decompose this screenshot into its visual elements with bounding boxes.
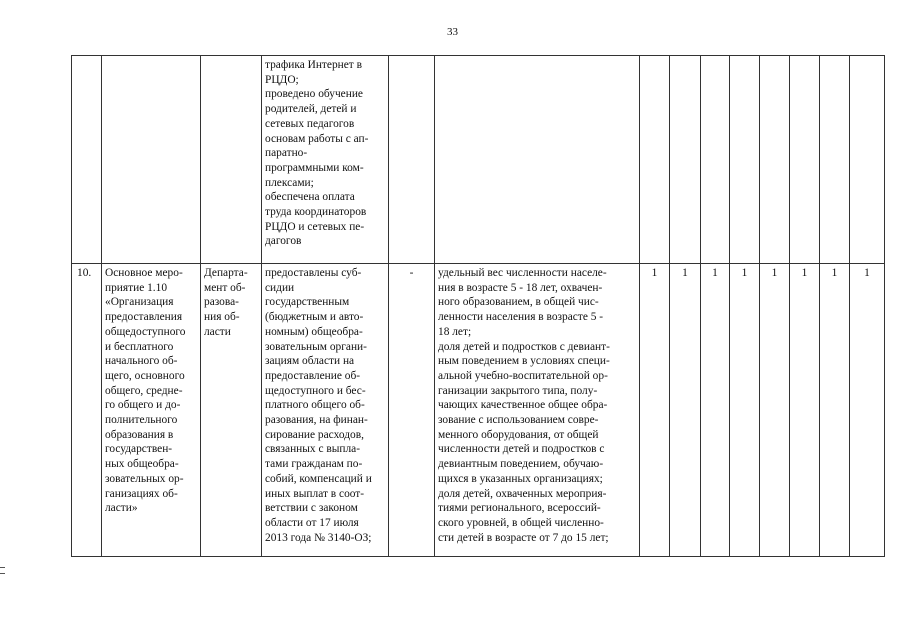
text-line: РЦДО и сетевых пе- xyxy=(265,220,365,233)
document-table xyxy=(71,55,885,557)
text-line: ласти» xyxy=(105,502,138,515)
table-row-10 xyxy=(72,264,885,557)
text-line: зовательных ор- xyxy=(105,472,184,485)
text-line: сирование расходов, xyxy=(265,428,364,441)
margin-mark xyxy=(0,567,5,574)
text-line: полнительного xyxy=(105,414,178,427)
text-line: тиями регионального, всероссий- xyxy=(438,502,601,515)
text-line: основам работы с ап- xyxy=(265,132,369,145)
text-line: альной учебно-воспитательной ор- xyxy=(438,369,608,382)
cell-value xyxy=(640,56,670,264)
cell-num xyxy=(72,56,102,264)
text-line: удельный вес численности населе- xyxy=(438,267,607,279)
text-line: номным) общеобра- xyxy=(265,325,363,338)
text-line: разования, на финан- xyxy=(265,414,368,427)
text-line: программными ком- xyxy=(265,161,364,174)
text-line: доля детей, охваченных мероприя- xyxy=(438,487,607,500)
text-line: мент об- xyxy=(204,281,246,294)
text-line: ния в возрасте 5 - 18 лет, охвачен- xyxy=(438,281,603,294)
text-line: доля детей и подростков с девиант- xyxy=(438,340,610,353)
text-line: общего, средне- xyxy=(105,384,183,397)
text-line: проведено обучение xyxy=(265,88,363,101)
text-line: разова- xyxy=(204,296,239,309)
text-line: тами гражданам по- xyxy=(265,458,363,471)
text-line: плексами; xyxy=(265,176,314,189)
cell-value: 1 xyxy=(820,264,850,557)
cell-value: 1 xyxy=(701,264,730,557)
text-line: предоставления xyxy=(105,311,183,324)
text-line: государствен- xyxy=(105,443,173,456)
text-line: начального об- xyxy=(105,355,178,368)
cell-value: 1 xyxy=(670,264,701,557)
text-line: менного оборудования, от общей xyxy=(438,428,599,441)
text-line: труда координаторов xyxy=(265,206,367,219)
cell-result xyxy=(262,264,389,557)
page-number: 33 xyxy=(447,26,458,38)
text-line: щихся в указанных организациях; xyxy=(438,472,603,485)
text-line: ных общеобра- xyxy=(105,458,179,471)
cell-value xyxy=(701,56,730,264)
cell-value: 1 xyxy=(730,264,760,557)
text-line: Основное меро- xyxy=(105,267,183,279)
cell-value: 1 xyxy=(790,264,820,557)
text-line: ласти xyxy=(204,325,231,338)
cell-dash xyxy=(389,56,435,264)
text-line: и бесплатного xyxy=(105,340,174,353)
text-line: го общего и до- xyxy=(105,399,181,412)
cell-value xyxy=(820,56,850,264)
text-line: государственным xyxy=(265,296,350,309)
text-line: 18 лет; xyxy=(438,325,472,338)
text-line: общедоступного xyxy=(105,325,186,338)
text-line: дагогов xyxy=(265,235,302,248)
text-line: РЦДО; xyxy=(265,73,299,86)
cell-value xyxy=(760,56,790,264)
text-line: платного общего об- xyxy=(265,399,365,412)
cell-indicator xyxy=(435,56,640,264)
cell-value xyxy=(730,56,760,264)
cell-executor xyxy=(201,56,262,264)
text-line: ния об- xyxy=(204,311,240,324)
text-line: ского уровней, в общей численно- xyxy=(438,516,604,529)
cell-value: 1 xyxy=(640,264,670,557)
text-line: сти детей в возрасте от 7 до 15 лет; xyxy=(438,531,609,544)
text-line: трафика Интернет в xyxy=(265,59,363,71)
cell-value xyxy=(790,56,820,264)
text-line: ганизации закрытого типа, полу- xyxy=(438,384,598,397)
text-line: иных выплат в соот- xyxy=(265,487,365,500)
text-line: сидии xyxy=(265,281,295,294)
cell-value xyxy=(850,56,885,264)
text-line: ганизациях об- xyxy=(105,487,178,500)
text-line: приятие 1.10 xyxy=(105,281,168,294)
text-line: щего, основного xyxy=(105,369,185,382)
text-line: ветствии с законом xyxy=(265,502,358,515)
text-line: зование с использованием совре- xyxy=(438,414,599,427)
text-line: (бюджетным и авто- xyxy=(265,311,364,324)
table-row-continuation xyxy=(72,56,885,264)
text-line: связанных с выпла- xyxy=(265,443,361,456)
text-line: численности детей и подростков с xyxy=(438,443,605,456)
text-line: ленности населения в возрасте 5 - xyxy=(438,311,604,324)
text-line: Департа- xyxy=(204,267,248,279)
text-line: 2013 года № 3140-ОЗ; xyxy=(265,531,372,544)
cell-event xyxy=(102,264,201,557)
text-line: родителей, детей и xyxy=(265,103,357,116)
text-line: ного образованием, в общей чис- xyxy=(438,296,599,309)
text-line: образования в xyxy=(105,428,174,441)
text-line: области от 17 июля xyxy=(265,516,359,529)
text-line: собий, компенсаций и xyxy=(265,472,372,485)
text-line: ным поведением в условиях специ- xyxy=(438,355,610,368)
text-line: обеспечена оплата xyxy=(265,191,355,204)
text-line: «Организация xyxy=(105,296,174,309)
text-line: чающих качественное общее обра- xyxy=(438,399,608,412)
text-line: сетевых педагогов xyxy=(265,117,355,130)
text-line: щедоступного и бес- xyxy=(265,384,366,397)
cell-value: 1 xyxy=(760,264,790,557)
cell-indicator xyxy=(435,264,640,557)
text-line: зациям области на xyxy=(265,355,355,368)
text-line: предоставление об- xyxy=(265,369,361,382)
row-number: 10. xyxy=(72,264,102,557)
cell-result xyxy=(262,56,389,264)
cell-dash: - xyxy=(389,264,435,557)
text-line: зовательным органи- xyxy=(265,340,367,353)
cell-value: 1 xyxy=(850,264,885,557)
cell-executor xyxy=(201,264,262,557)
text-line: предоставлены суб- xyxy=(265,267,362,279)
text-line: девиантным поведением, обучаю- xyxy=(438,458,604,471)
cell-event xyxy=(102,56,201,264)
cell-value xyxy=(670,56,701,264)
text-line: паратно- xyxy=(265,147,308,160)
